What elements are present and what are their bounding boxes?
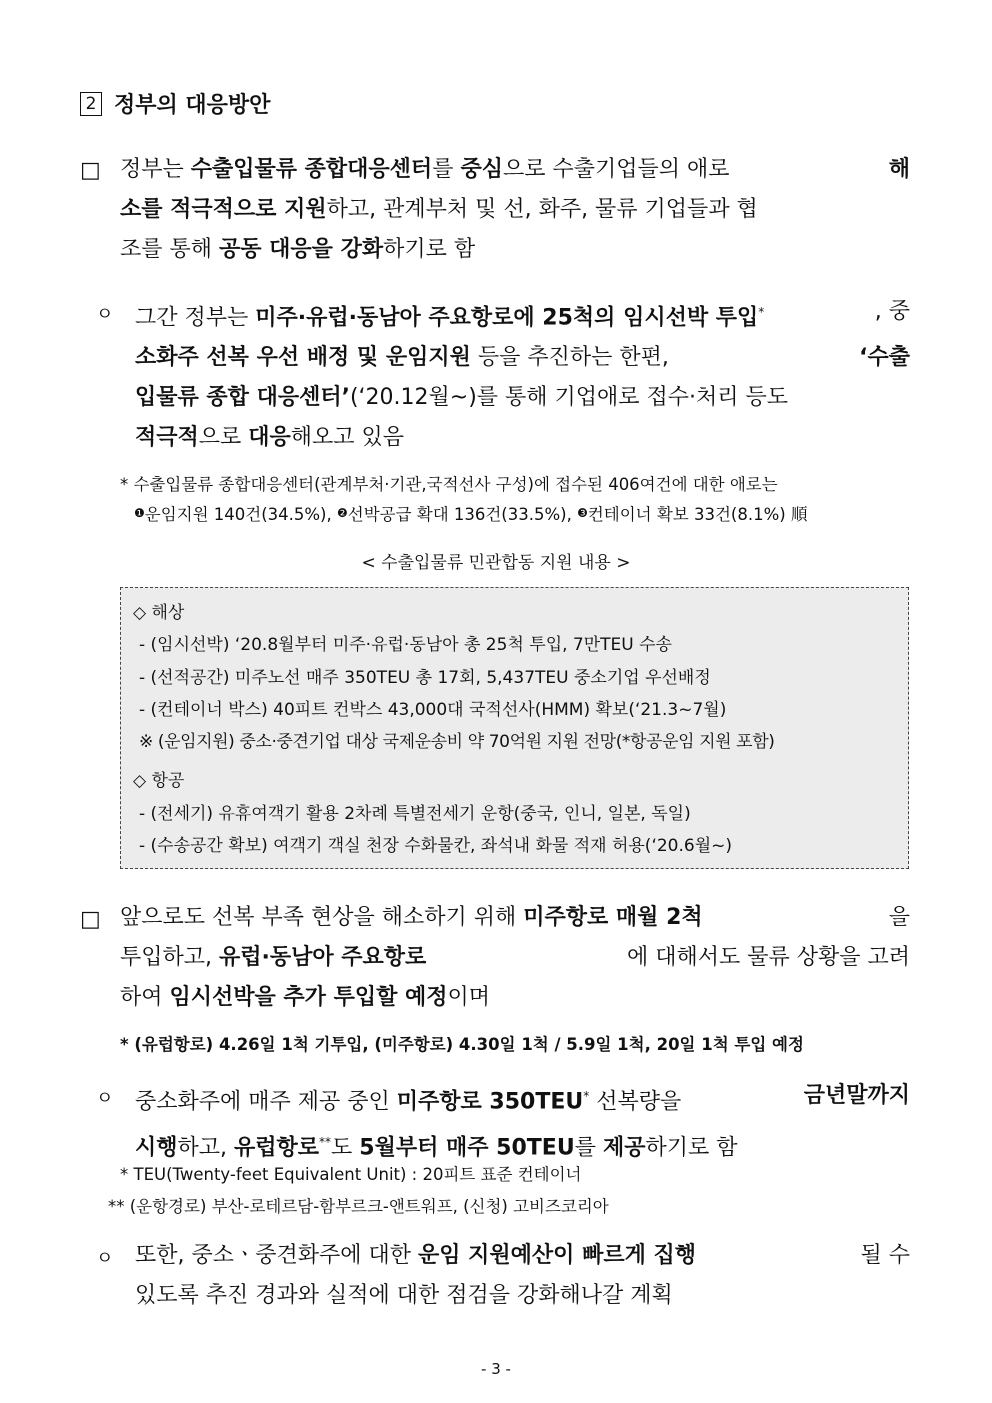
text: 으로: [198, 425, 249, 451]
footnote-teu: * TEU(Twenty-feet Equivalent Unit) : 20피트 표준 컨테이너: [120, 1165, 582, 1184]
text: 될 수: [860, 1243, 910, 1268]
emphasis: 중심: [460, 157, 503, 182]
footnote-complaints: [120, 470, 915, 529]
number-one-icon: ❶: [134, 506, 145, 520]
emphasis: 임시선박을 추가 투입할 예정: [169, 985, 448, 1010]
footnote-line: * 수출입물류 종합대응센터(관계부처·기관,국적선사 구성)에 접수된 406여건에 대한 애로는: [120, 475, 778, 494]
text: 투입하고,: [120, 945, 219, 970]
text: 를: [574, 1135, 603, 1161]
text: 를: [432, 157, 461, 182]
footnote-mark: *: [583, 1089, 590, 1103]
emphasis: 소화주 선복 우선 배정 및 운임지원: [135, 345, 471, 371]
support-content-box: [120, 587, 909, 869]
paragraph-government-response: [120, 150, 910, 270]
paragraph-line: [135, 338, 910, 378]
text: 등을 추진하는 한편,: [470, 345, 669, 371]
footnote-line: [120, 499, 915, 529]
paragraph-line: [120, 938, 910, 978]
paragraph-sme-shippers: [135, 1076, 910, 1169]
list-item: - (임시선박) ‘20.8월부터 미주·유럽·동남아 총 25척 투입, 7만TEU 수송: [139, 635, 672, 655]
emphasis: 수출입물류 종합대응센터: [190, 157, 433, 182]
paragraph-measures-so-far: [135, 292, 910, 458]
text: 그간 정부는: [135, 305, 256, 331]
number-two-icon: ❷: [336, 506, 348, 520]
footnote-mark: **: [319, 1135, 332, 1150]
circle-bullet-icon: ㅇ: [96, 1248, 114, 1269]
emphasis: 유럽·동남아 주요항로: [219, 945, 427, 970]
text: 도: [331, 1135, 360, 1161]
text: 이며: [447, 985, 491, 1010]
paragraph-line: [120, 230, 910, 270]
list-item: - (컨테이너 박스) 40피트 컨박스 43,000대 국적선사(HMM) 확보(‘21.3~7월): [139, 700, 727, 720]
emphasis: ‘수출: [859, 345, 910, 371]
section-title-text: 정부의 대응방안: [114, 93, 271, 118]
footnote-route: ** (운항경로) 부산-로테르담-함부르크-앤트워프, (신청) 고비즈코리아: [108, 1197, 609, 1216]
emphasis: 미주항로 350TEU: [396, 1089, 584, 1115]
text: 선복량을: [589, 1089, 682, 1115]
text: 앞으로도 선복 부족 현상을 해소하기 위해: [120, 905, 524, 930]
emphasis: 해: [888, 157, 910, 182]
text: 또한, 중소ㆍ중견화주에 대한: [135, 1243, 418, 1268]
paragraph-budget-execution: [135, 1236, 910, 1316]
emphasis: 금년말까지: [803, 1083, 910, 1108]
footnote-schedule: * (유럽항로) 4.26일 1척 기투입, (미주항로) 4.30일 1척 / 5.9일 1척, 20일 1척 투입 예정: [120, 1035, 804, 1054]
text: 하고,: [177, 1135, 235, 1161]
circle-bullet-icon: ㅇ: [96, 1088, 114, 1109]
list-item: - (수송공간 확보) 여객기 객실 천장 수화물칸, 좌석내 화물 적재 허용(‘20.6월~): [139, 836, 732, 856]
emphasis: 제공: [602, 1135, 646, 1161]
paragraph-line: [120, 190, 910, 230]
paragraph-line: [135, 378, 910, 418]
square-bullet-icon: □: [80, 907, 101, 932]
text: 하고, 관계부처 및 선, 화주, 물류 기업들과 협: [326, 197, 758, 222]
text: 하기로 함: [383, 237, 476, 262]
emphasis: 입물류 종합 대응센터’: [135, 385, 350, 411]
emphasis: 미주·유럽·동남아 주요항로에 25척의 임시선박 투입: [255, 305, 759, 331]
emphasis: 대응: [248, 425, 291, 451]
emphasis: 시행: [135, 1135, 178, 1161]
text: 으로 수출기업들의 애로: [502, 157, 730, 182]
circle-bullet-icon: ㅇ: [96, 304, 114, 325]
page-number: - 3 -: [481, 1360, 511, 1378]
text: 에 대해서도 물류 상황을 고려: [627, 945, 910, 970]
paragraph-line: [135, 1236, 910, 1276]
text: 을: [888, 905, 910, 930]
square-bullet-icon: □: [80, 158, 101, 183]
table-caption: < 수출입물류 민관합동 지원 내용 >: [361, 553, 631, 573]
paragraph-future-plan: [120, 898, 910, 1018]
emphasis: 유럽항로: [234, 1135, 320, 1161]
emphasis: 5월부터 매주 50TEU: [359, 1135, 575, 1161]
text: 있도록 추진 경과와 실적에 대한 점검을 강화해나갈 계획: [135, 1283, 673, 1308]
text: 중소화주에 매주 제공 중인: [135, 1089, 397, 1115]
paragraph-line: [120, 898, 910, 938]
section-title: [80, 88, 270, 119]
emphasis: 적극적: [135, 425, 199, 451]
text: (‘20.12월~)를 통해 기업애로 접수·처리 등도: [349, 385, 789, 411]
text: , 중: [874, 299, 910, 324]
paragraph-line: [135, 1276, 910, 1316]
emphasis: 운임 지원예산이 빠르게 집행: [418, 1243, 697, 1268]
list-item: - (선적공간) 미주노선 매주 350TEU 총 17회, 5,437TEU 중소기업 우선배정: [139, 668, 711, 688]
list-item: - (전세기) 유휴여객기 활용 2차례 특별전세기 운항(중국, 인니, 일본, 독일): [139, 804, 691, 824]
sea-header: ◇ 해상: [133, 603, 185, 623]
text: 하기로 함: [645, 1135, 738, 1161]
paragraph-line: [120, 978, 910, 1018]
paragraph-line: [120, 150, 910, 190]
text: 해오고 있음: [290, 425, 405, 451]
emphasis: 공동 대응을 강화: [219, 237, 384, 262]
paragraph-line: [135, 418, 910, 458]
text: 정부는: [120, 157, 191, 182]
paragraph-line: [135, 292, 910, 338]
air-header: ◇ 항공: [133, 771, 185, 791]
emphasis: 소를 적극적으로 지원: [120, 197, 327, 222]
list-item: ※ (운임지원) 중소·중견기업 대상 국제운송비 약 70억원 지원 전망(*항공운임 지원 포함): [139, 732, 775, 752]
paragraph-line: [135, 1076, 910, 1122]
text: 하여: [120, 985, 170, 1010]
text: 선박공급 확대 136건(33.5%),: [347, 505, 578, 524]
section-number-box: 2: [80, 92, 102, 116]
text: 조를 통해: [120, 237, 219, 262]
number-three-icon: ❸: [577, 506, 588, 520]
footnote-mark: *: [758, 305, 765, 319]
text: 컨테이너 확보 33건(8.1%) 順: [587, 505, 808, 524]
text: 운임지원 140건(34.5%),: [144, 505, 337, 524]
emphasis: 미주항로 매월 2척: [523, 905, 703, 930]
